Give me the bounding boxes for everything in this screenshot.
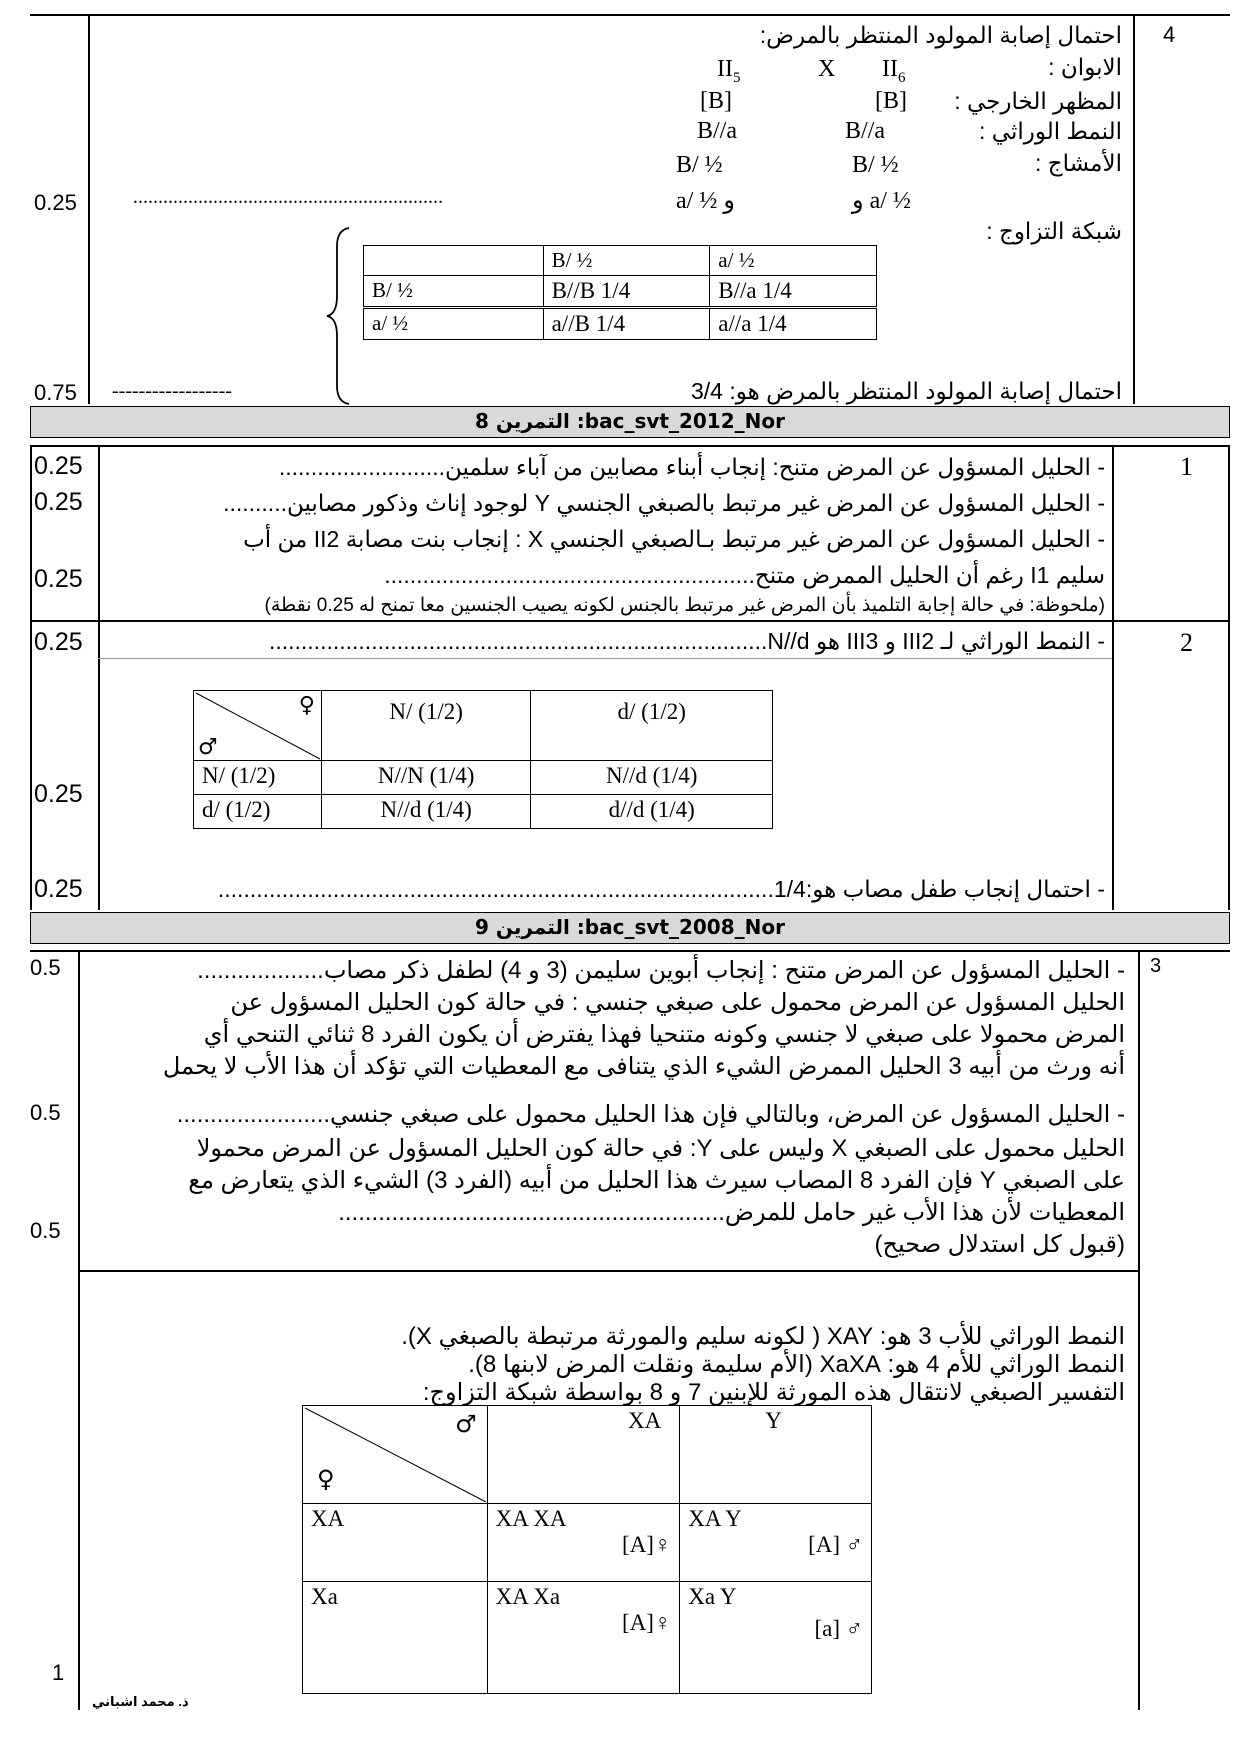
grid-cell	[487, 1582, 680, 1694]
grid-cell: B//a 1/4	[710, 276, 877, 308]
grid-col-header: Y	[680, 1406, 872, 1504]
score: 1	[52, 1660, 65, 1685]
grid-cell: N//N (1/4)	[321, 761, 531, 795]
cell-phenotype: [A]♀	[622, 1610, 672, 1635]
answer-line: أنه ورث من أبيه 3 الحليل الممرض الشيء الذي يتنافى مع المعطيات التي تؤكد أن هذا الأب لا يحمل	[162, 1053, 1125, 1080]
genotype-line: النمط الوراثي للأب 3 هو: XAY ( لكونه سليم والمورثة مرتبطة بالصبغي X).	[401, 1323, 1125, 1350]
grid-col-header: B/ ½	[543, 246, 710, 276]
footer-author: ذ. محمد اشباني	[92, 1694, 189, 1709]
grid-col-header: a/ ½	[710, 246, 877, 276]
diagonal-header-cell	[194, 691, 322, 761]
grid-cell: a//a 1/4	[710, 308, 877, 340]
female-symbol: ♀	[298, 693, 315, 718]
grid-row-header: N/ (1/2)	[194, 761, 322, 795]
score: 0.5	[30, 1100, 61, 1125]
score: 0.25	[34, 452, 83, 480]
curly-brace	[323, 226, 353, 406]
answer-line: الحليل محمول على الصبغي X وليس على Y: في حالة كون الحليل المسؤول عن المرض محمولا	[196, 1135, 1125, 1162]
grid-col-header: N/ (1/2)	[321, 691, 531, 761]
answer-line: - الحليل المسؤول عن المرض متنح: إنجاب أبناء مصابين من آباء سلمين..........................	[278, 454, 1105, 480]
grid-row-header: XA	[303, 1504, 488, 1582]
grid-cell: d//d (1/4)	[531, 795, 773, 829]
cell-genotype: XA Y	[688, 1506, 742, 1531]
parents-label: الابوان :	[1048, 54, 1122, 80]
cell-phenotype: [a] ♂	[814, 1616, 863, 1641]
grid-cell: N//d (1/4)	[531, 761, 773, 795]
punnett-grid-1	[363, 245, 877, 340]
question-number: 3	[1150, 955, 1162, 977]
diagonal-header-cell	[303, 1406, 488, 1504]
answer-line: - الحليل المسؤول عن المرض غير مرتبط بالصبغي الجنسي Y لوجود إناث وذكور مصابين..........	[223, 490, 1105, 516]
cell-phenotype: [A] ♂	[808, 1532, 863, 1557]
score: 0.5	[30, 1218, 61, 1243]
answer-line: - الحليل المسؤول عن المرض، وبالتالي فإن هذا الحليل محمول على صبغي جنسي.......................	[176, 1101, 1125, 1128]
genotype-a: B//a	[697, 118, 737, 144]
answer-line: سليم I1 رغم أن الحليل الممرض متنح..........................................................	[384, 562, 1105, 588]
female-symbol: ♀	[317, 1465, 335, 1493]
cell-genotype: XA Xa	[495, 1584, 561, 1609]
grid-cell	[680, 1582, 872, 1694]
section-result: احتمال إصابة المولود المنتظر بالمرض هو: 3/4	[690, 378, 1122, 404]
section-title: احتمال إصابة المولود المنتظر بالمرض:	[759, 22, 1122, 48]
grid-row-header: a/ ½	[364, 308, 544, 340]
grid-label: شبكة التزاوج :	[986, 218, 1122, 244]
dotted-line: ..............................................................	[133, 186, 443, 208]
answer-line: - الحليل المسؤول عن المرض متنح : إنجاب أبوين سليمن (3 و 4) لطفل ذكر مصاب...................	[197, 957, 1125, 984]
score: 0.25	[34, 488, 83, 516]
grid-cell: B//B 1/4	[543, 276, 710, 308]
score: 0.75	[34, 380, 77, 405]
answer-line: - الحليل المسؤول عن المرض غير مرتبط بـالصبغي الجنسي X : إنجاب بنت مصابة II2 من أب	[243, 526, 1105, 552]
score: 0.25	[34, 565, 83, 593]
grid-cell	[680, 1504, 872, 1582]
exercise-band: التمرين 8 :bac_svt_2012_Nor	[30, 406, 1230, 438]
punnett-grid-2	[193, 690, 773, 829]
answer-line: الحليل المسؤول عن المرض محمول على صبغي جنسي : في حالة كون الحليل المسؤول عن	[230, 989, 1125, 1016]
gamete-a2: a/ ½ و	[676, 188, 735, 214]
genotype-b: B//a	[845, 118, 885, 144]
grid-row-header: Xa	[303, 1582, 488, 1694]
question-number: 2	[1180, 628, 1193, 657]
score: 0.5	[30, 955, 61, 980]
punnett-grid-3	[302, 1405, 872, 1694]
gamete-b1: B/ ½	[852, 152, 899, 178]
cell-genotype: XA XA	[495, 1506, 567, 1531]
answer-line: المرض محمولا على صبغي لا جنسي وكونه متنحيا فهذا يفترض أن يكون الفرد 8 ثنائي التنحي أي	[203, 1021, 1125, 1048]
gamete-b2: و a/ ½	[852, 188, 911, 214]
cross-symbol: X	[818, 56, 836, 82]
genotype-line: التفسير الصبغي لانتقال هذه المورثة للإبنين 7 و 8 بواسطة شبكة التزاوج:	[422, 1379, 1125, 1406]
phenotype-label: المظهر الخارجي :	[954, 88, 1122, 114]
male-symbol: ♂	[198, 735, 218, 760]
score: 0.25	[34, 628, 83, 656]
grading-note: (ملحوظة: في حالة إجابة التلميذ بأن المرض غير مرتبط بالجنس لكونه يصيب الجنسين معا تمنح له 0.25 نقطة)	[264, 595, 1105, 616]
gametes-label: الأمشاج :	[1035, 150, 1122, 176]
phenotype-a: [B]	[700, 88, 732, 114]
score: 0.25	[34, 190, 77, 215]
answer-line: (قبول كل استدلال صحيح)	[874, 1231, 1125, 1258]
grid-col-header: XA	[487, 1406, 680, 1504]
answer-line: المعطيات لأن هذا الأب غير حامل للمرض..........................................................	[338, 1199, 1125, 1226]
gamete-a1: B/ ½	[676, 152, 723, 178]
grid-cell	[487, 1504, 680, 1582]
answer-result: - احتمال إنجاب طفل مصاب هو:1/4.......................................................................................	[217, 876, 1105, 902]
male-symbol: ♂	[455, 1410, 477, 1438]
score: 0.25	[34, 875, 83, 903]
question-number: 4	[1163, 22, 1176, 47]
phenotype-b: [B]	[875, 88, 907, 114]
grid-cell: a//B 1/4	[543, 308, 710, 340]
answer-line: - النمط الوراثي لـ III2 و III3 هو N//d..............................................................................	[268, 628, 1105, 654]
cell-genotype: Xa Y	[688, 1584, 737, 1609]
grid-row-header: d/ (1/2)	[194, 795, 322, 829]
genotype-line: النمط الوراثي للأم 4 هو: XaXA (الأم سليمة ونقلت المرض لابنها 8).	[468, 1351, 1125, 1378]
parent-b: $II_6$	[882, 56, 906, 86]
grid-cell: N//d (1/4)	[321, 795, 531, 829]
answer-line: على الصبغي Y فإن الفرد 8 المصاب سيرث هذا الحليل من أبيه (الفرد 3) الشيء الذي يتعارض مع	[188, 1167, 1125, 1194]
exercise-band: التمرين 9 :bac_svt_2008_Nor	[30, 912, 1230, 944]
cell-phenotype: [A]♀	[622, 1532, 672, 1557]
grid-row-header: B/ ½	[364, 276, 544, 308]
dashed-line: ------------------	[112, 380, 232, 402]
question-number: 1	[1180, 452, 1193, 481]
genotype-label: النمط الوراثي :	[979, 118, 1122, 144]
parent-a: $II_5$	[717, 56, 741, 86]
score: 0.25	[34, 780, 83, 808]
grid-col-header: d/ (1/2)	[531, 691, 773, 761]
